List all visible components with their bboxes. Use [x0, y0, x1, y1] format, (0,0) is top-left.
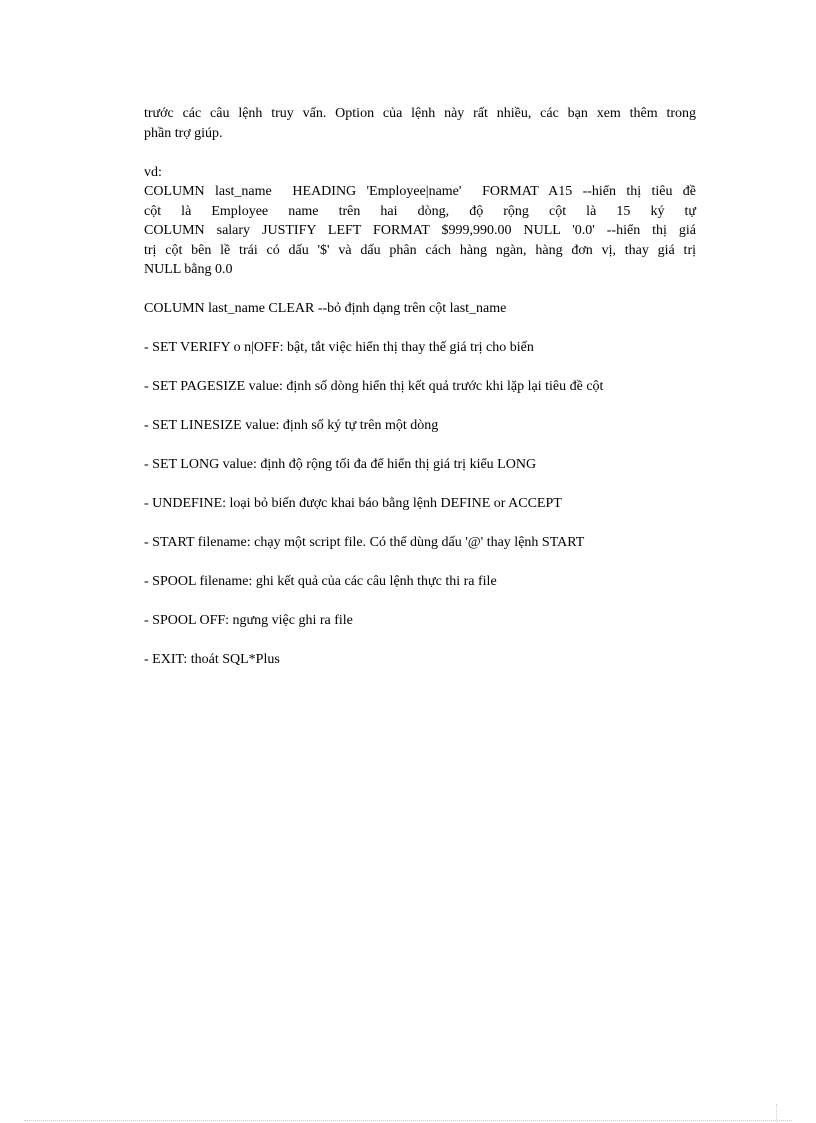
example-line: NULL bằng 0.0 [144, 262, 233, 277]
intro-line-2: phần trợ giúp. [144, 125, 223, 141]
spacer [144, 553, 696, 573]
item-set-pagesize: - SET PAGESIZE value: định số dòng hiển thị kết quả trước khi lặp lại tiêu đề cột [144, 379, 604, 394]
spacer [144, 143, 696, 163]
item-set-verify: - SET VERIFY o n|OFF: bật, tắt việc hiển thị thay thế giá trị cho biến [144, 340, 534, 355]
item-spool-off: - SPOOL OFF: ngưng việc ghi ra file [144, 613, 353, 628]
spacer [144, 358, 696, 378]
spacer [144, 592, 696, 612]
intro-line-1: trước các câu lệnh truy vấn. Option của lệnh này rất nhiều, các bạn xem thêm trong [144, 106, 696, 121]
spacer [144, 436, 696, 456]
spacer [144, 319, 696, 339]
item-column-clear: COLUMN last_name CLEAR --bỏ định dạng trên cột last_name [144, 301, 507, 316]
item-undefine: - UNDEFINE: loại bỏ biến được khai báo bằng lệnh DEFINE or ACCEPT [144, 496, 562, 511]
example-line: COLUMN last_name HEADING 'Employee|name' FORMAT A15 --hiển thị tiêu đề [144, 184, 696, 199]
page-corner-divider [776, 1104, 777, 1122]
item-set-long: - SET LONG value: định độ rộng tối đa để hiển thị giá trị kiểu LONG [144, 457, 537, 472]
item-exit: - EXIT: thoát SQL*Plus [144, 652, 280, 667]
example-line: cột là Employee name trên hai dòng, độ rộng cột là 15 ký tự [144, 203, 696, 219]
spacer [144, 514, 696, 534]
spacer [144, 475, 696, 495]
item-set-linesize: - SET LINESIZE value: định số ký tự trên một dòng [144, 418, 439, 433]
spacer [144, 280, 696, 300]
document-body [144, 104, 696, 670]
spacer [144, 397, 696, 417]
spacer [144, 631, 696, 651]
example-line: trị cột bên lề trái có dấu '$' và dấu phân cách hàng ngàn, hàng đơn vị, thay giá trị [144, 242, 696, 258]
item-start: - START filename: chạy một script file. Có thể dùng dấu '@' thay lệnh START [144, 535, 585, 550]
item-spool: - SPOOL filename: ghi kết quả của các câu lệnh thực thi ra file [144, 574, 497, 589]
example-line: COLUMN salary JUSTIFY LEFT FORMAT $999,990.00 NULL '0.0' --hiển thị giá [144, 223, 696, 238]
page-bottom-divider [24, 1120, 792, 1121]
example-block [144, 182, 696, 280]
intro-paragraph [144, 104, 696, 143]
example-label: vd: [144, 164, 162, 180]
